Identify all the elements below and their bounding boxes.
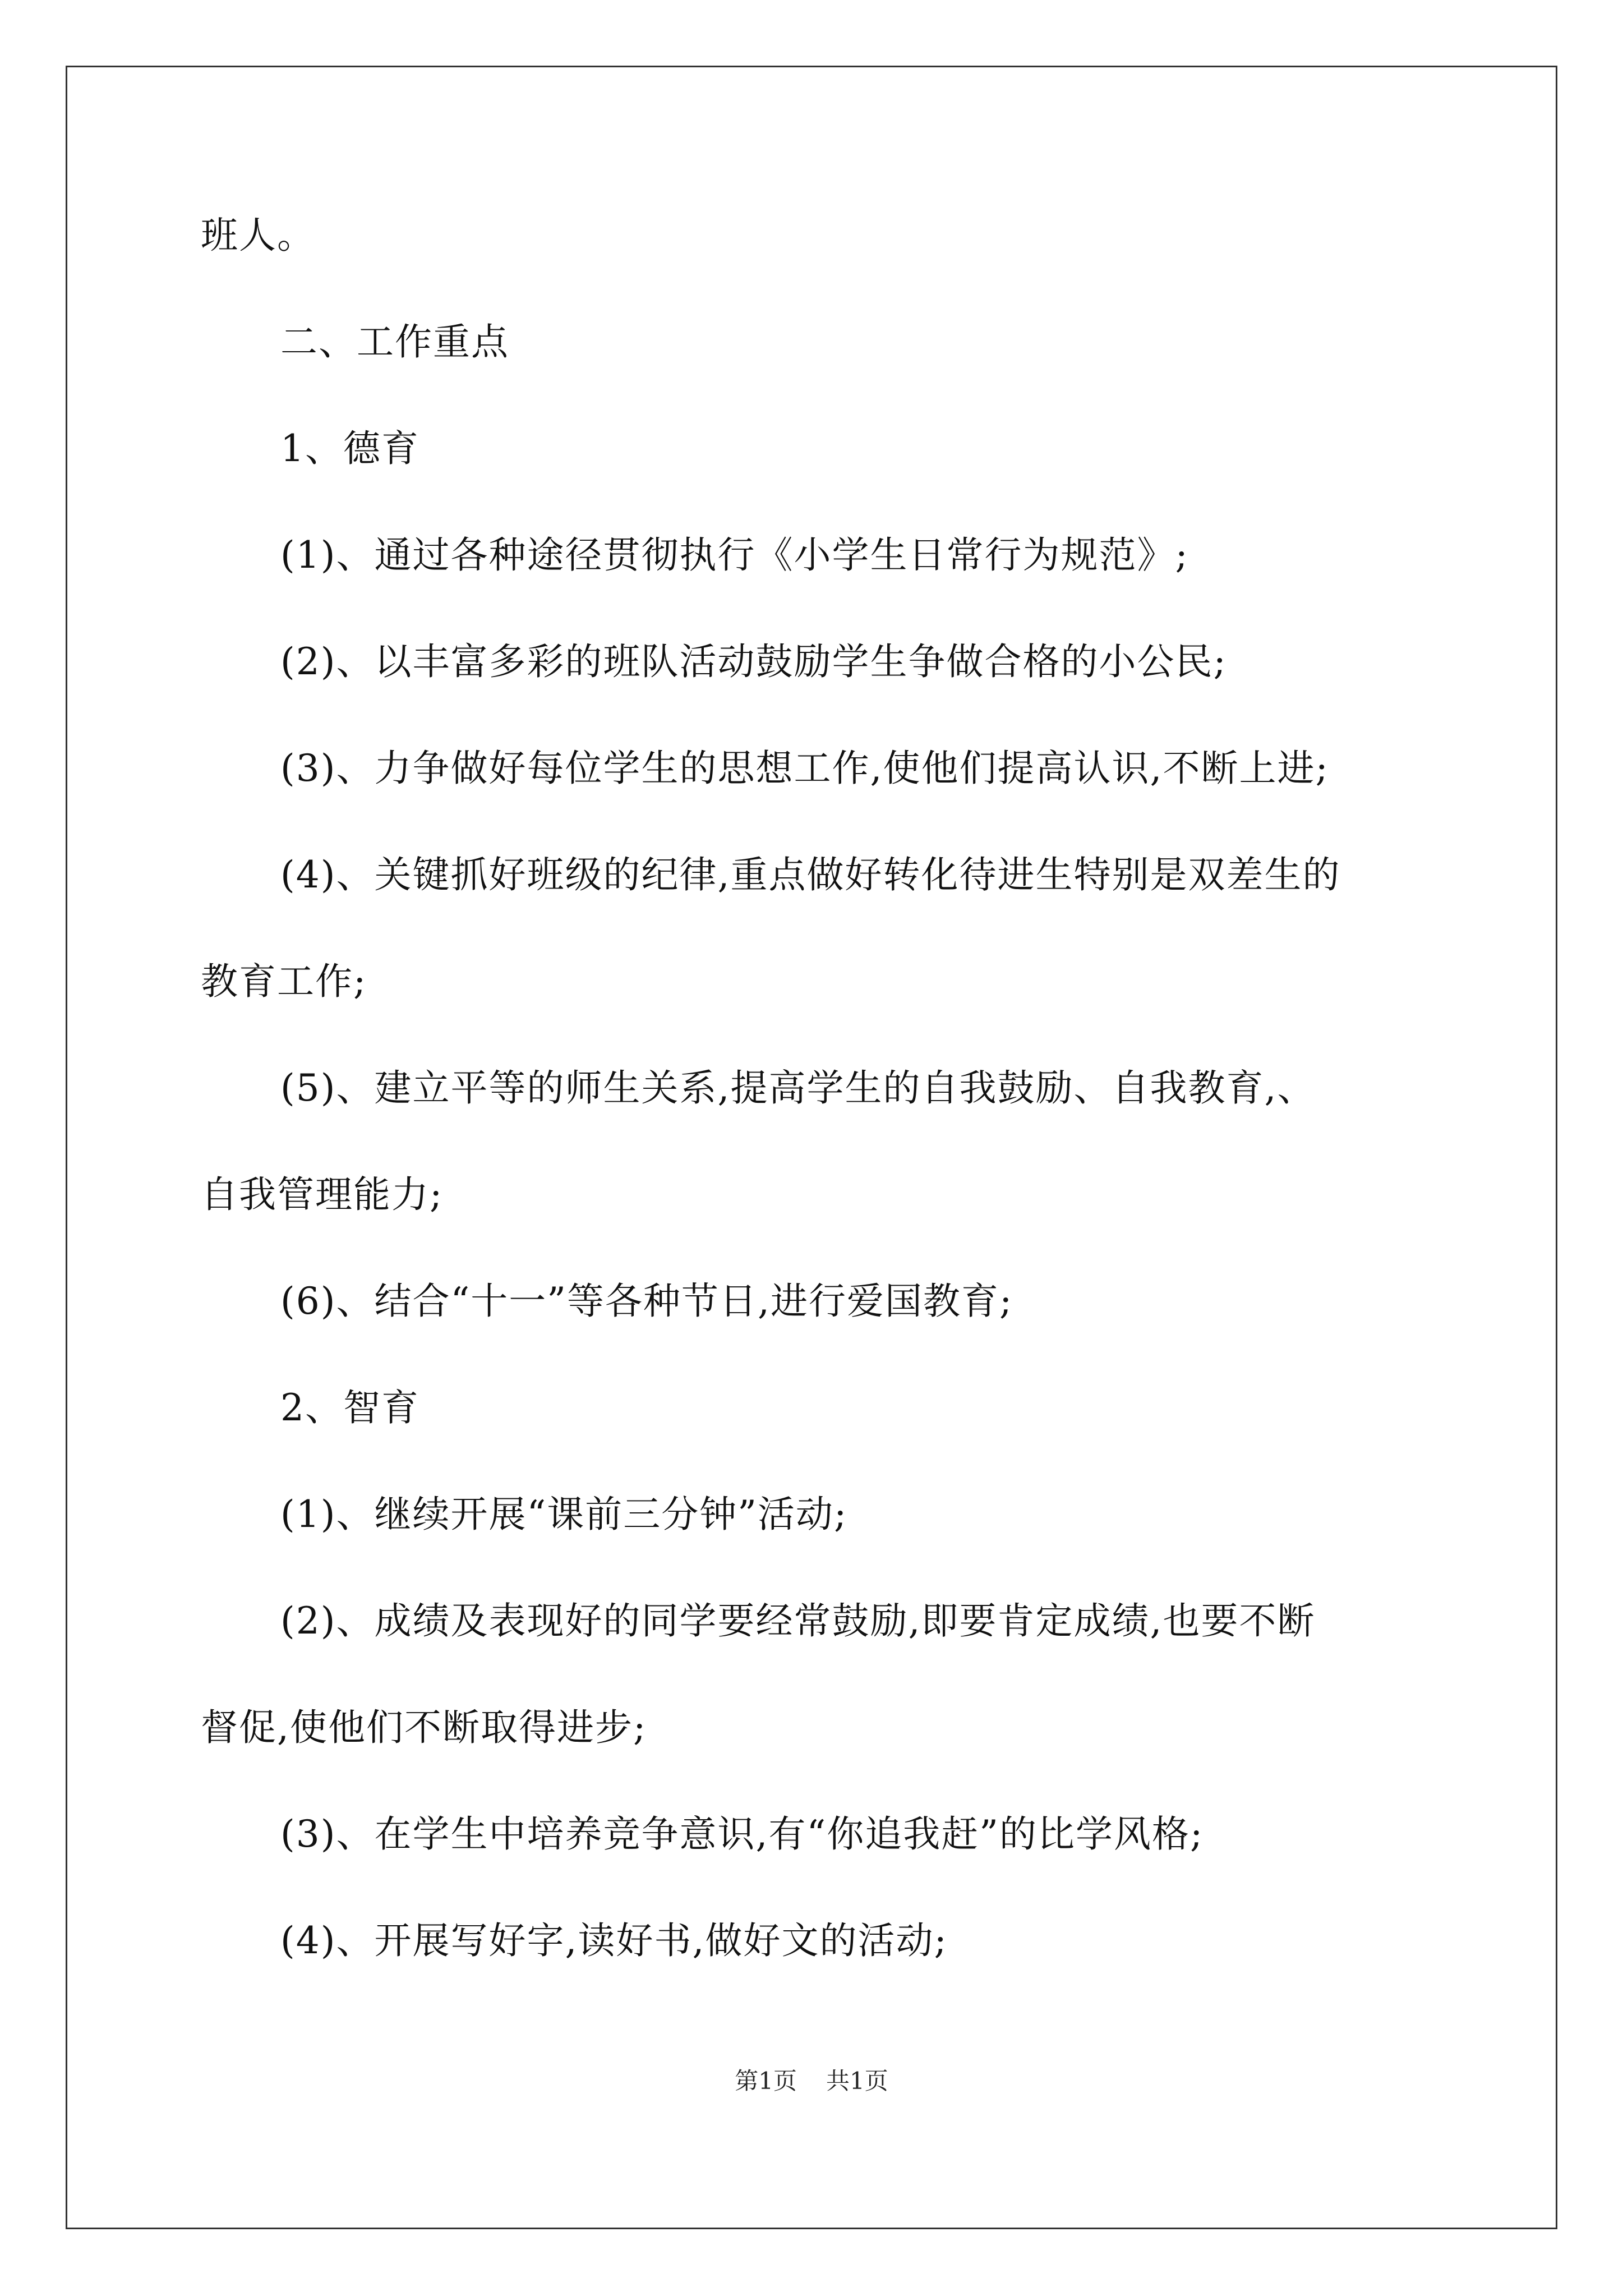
list-item: (5)、建立平等的师生关系,提高学生的自我鼓励、自我教育,、 [280, 1066, 1316, 1110]
paragraph-continuation: 班人。 [201, 214, 315, 257]
list-item-continuation: 教育工作; [201, 960, 367, 1003]
section-heading: 二、工作重点 [280, 320, 509, 364]
list-item: (4)、关键抓好班级的纪律,重点做好转化待进生特别是双差生的 [280, 853, 1341, 896]
list-item: (4)、开展写好字,读好书,做好文的活动; [280, 1919, 948, 1962]
list-item: (1)、继续开展“课前三分钟”活动; [280, 1493, 848, 1536]
page-footer [0, 2065, 1623, 2097]
list-item: (3)、力争做好每位学生的思想工作,使他们提高认识,不断上进; [280, 747, 1329, 790]
list-item: (3)、在学生中培养竞争意识,有“你追我赶”的比学风格; [280, 1812, 1204, 1856]
subsection-heading: 1、德育 [280, 427, 419, 470]
list-item: (6)、结合“十一”等各种节日,进行爱国教育; [280, 1280, 1013, 1323]
list-item-continuation: 自我管理能力; [201, 1173, 444, 1216]
list-item: (1)、通过各种途径贯彻执行《小学生日常行为规范》; [280, 533, 1189, 577]
list-item: (2)、成绩及表现好的同学要经常鼓励,即要肯定成绩,也要不断 [280, 1599, 1316, 1642]
page-number: 第1页 [735, 2067, 797, 2095]
list-item: (2)、以丰富多彩的班队活动鼓励学生争做合格的小公民; [280, 640, 1227, 683]
list-item-continuation: 督促,使他们不断取得进步; [201, 1706, 647, 1749]
page-border [66, 66, 1557, 2229]
page-total: 共1页 [826, 2067, 888, 2095]
subsection-heading: 2、智育 [280, 1386, 419, 1429]
